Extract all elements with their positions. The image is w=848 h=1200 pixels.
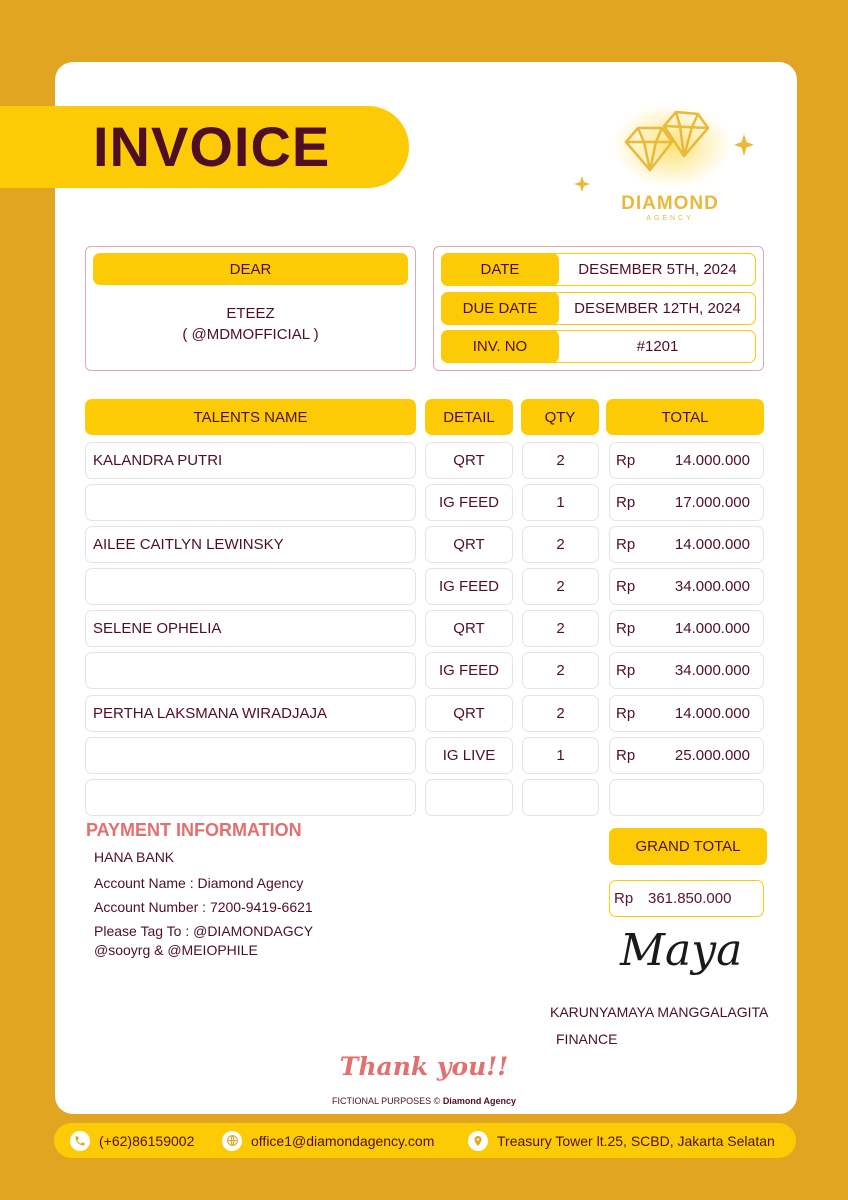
currency-label: Rp [616, 662, 636, 679]
table-row-total [609, 442, 764, 479]
recipient-handle: ( @MDMOFFICIAL ) [182, 326, 319, 343]
table-row-detail: QRT [425, 526, 513, 563]
invoice-number-row [441, 330, 756, 363]
table-row-detail: IG FEED [425, 484, 513, 521]
due-date-row [441, 292, 756, 325]
logo-name: DIAMOND [621, 193, 719, 214]
signer-role: FINANCE [556, 1031, 618, 1047]
currency-label: Rp [616, 452, 636, 469]
table-row-total [609, 526, 764, 563]
table-row-name [85, 779, 416, 816]
recipient-name: ETEEZ [226, 305, 275, 322]
invoice-number-value: #1201 [636, 337, 679, 355]
date-row [441, 253, 756, 286]
payment-info-title: PAYMENT INFORMATION [86, 820, 302, 840]
agency-logo [570, 106, 760, 226]
table-row-name: AILEE CAITLYN LEWINSKY [85, 526, 416, 563]
amount: 14.000.000 [674, 536, 750, 553]
contact-footer [54, 1123, 796, 1158]
invoice-title: INVOICE [93, 115, 331, 178]
office-address: Treasury Tower lt.25, SCBD, Jakarta Selatan [497, 1132, 775, 1149]
table-row-name [85, 652, 416, 689]
disclaimer [0, 1096, 848, 1106]
location-pin-icon [468, 1131, 488, 1151]
tag-line-1: Please Tag To : @DIAMONDAGCY [94, 923, 314, 939]
table-row-qty: 1 [522, 484, 599, 521]
currency-label: Rp [616, 620, 636, 637]
currency-label: Rp [616, 578, 636, 595]
table-row-detail: IG FEED [425, 652, 513, 689]
table-row-detail: QRT [425, 442, 513, 479]
table-row-qty [522, 779, 599, 816]
sparkle-icon [574, 176, 590, 192]
table-row-name [85, 568, 416, 605]
table-row-total [609, 568, 764, 605]
grand-total-amount: 361.850.000 [648, 890, 732, 907]
phone-icon [70, 1131, 90, 1151]
footer-phone[interactable] [70, 1123, 194, 1158]
table-row-name [85, 737, 416, 774]
amount: 34.000.000 [674, 662, 750, 679]
footer-address[interactable] [468, 1123, 775, 1158]
diamond-logo-icon [570, 106, 760, 196]
table-row-detail: IG LIVE [425, 737, 513, 774]
table-row-qty: 2 [522, 610, 599, 647]
table-row-qty: 2 [522, 652, 599, 689]
date-label: DATE [441, 253, 559, 286]
logo-subtitle: AGENCY [646, 215, 694, 222]
table-row-detail [425, 779, 513, 816]
table-row-qty: 2 [522, 568, 599, 605]
header-talents-name: TALENTS NAME [85, 399, 416, 435]
account-number: Account Number : 7200-9419-6621 [94, 899, 313, 915]
currency-label: Rp [616, 494, 636, 511]
table-row-name: SELENE OPHELIA [85, 610, 416, 647]
account-name: Account Name : Diamond Agency [94, 875, 304, 891]
thank-you-text: Thank you!! [339, 1052, 509, 1081]
currency-label: Rp [616, 536, 636, 553]
table-row-name [85, 484, 416, 521]
dear-label: DEAR [93, 253, 408, 285]
table-row-detail: IG FEED [425, 568, 513, 605]
table-row-qty: 1 [522, 737, 599, 774]
due-date-label: DUE DATE [441, 292, 559, 325]
currency-label: Rp [614, 890, 634, 907]
email-address: office1@diamondagency.com [251, 1132, 435, 1149]
header-qty: QTY [521, 399, 599, 435]
currency-label: Rp [616, 747, 636, 764]
invoice-number-label: INV. NO [441, 330, 559, 363]
table-row-name: KALANDRA PUTRI [85, 442, 416, 479]
currency-label: Rp [616, 705, 636, 722]
table-row-name: PERTHA LAKSMANA WIRADJAJA [85, 695, 416, 732]
table-row-total [609, 484, 764, 521]
table-row-detail: QRT [425, 695, 513, 732]
signer-name: KARUNYAMAYA MANGGALAGITA [550, 1004, 769, 1020]
globe-icon [222, 1131, 242, 1151]
table-row-total [609, 695, 764, 732]
amount: 14.000.000 [674, 705, 750, 722]
bank-name: HANA BANK [94, 849, 175, 865]
table-row-total [609, 652, 764, 689]
table-row-qty: 2 [522, 442, 599, 479]
signature: Maya [620, 925, 743, 976]
amount: 14.000.000 [674, 620, 750, 637]
disclaimer-brand: Diamond Agency [442, 1096, 516, 1106]
table-row-qty: 2 [522, 695, 599, 732]
due-date-value: DESEMBER 12TH, 2024 [574, 299, 741, 317]
amount: 17.000.000 [674, 494, 750, 511]
table-row-detail: QRT [425, 610, 513, 647]
header-detail: DETAIL [425, 399, 513, 435]
table-row-total [609, 737, 764, 774]
sparkle-icon [734, 134, 754, 156]
disclaimer-prefix: FICTIONAL PURPOSES © [331, 1096, 443, 1106]
amount: 14.000.000 [674, 452, 750, 469]
amount: 34.000.000 [674, 578, 750, 595]
table-row-total [609, 779, 764, 816]
table-row-total [609, 610, 764, 647]
phone-number: (+62)86159002 [99, 1132, 195, 1149]
tag-line-2: @sooyrg & @MEIOPHILE [94, 942, 258, 958]
grand-total-value [609, 880, 764, 917]
grand-total-label: GRAND TOTAL [609, 828, 767, 865]
table-row-qty: 2 [522, 526, 599, 563]
date-value: DESEMBER 5TH, 2024 [578, 260, 737, 278]
footer-email[interactable] [222, 1123, 434, 1158]
header-total: TOTAL [606, 399, 764, 435]
amount: 25.000.000 [674, 747, 750, 764]
